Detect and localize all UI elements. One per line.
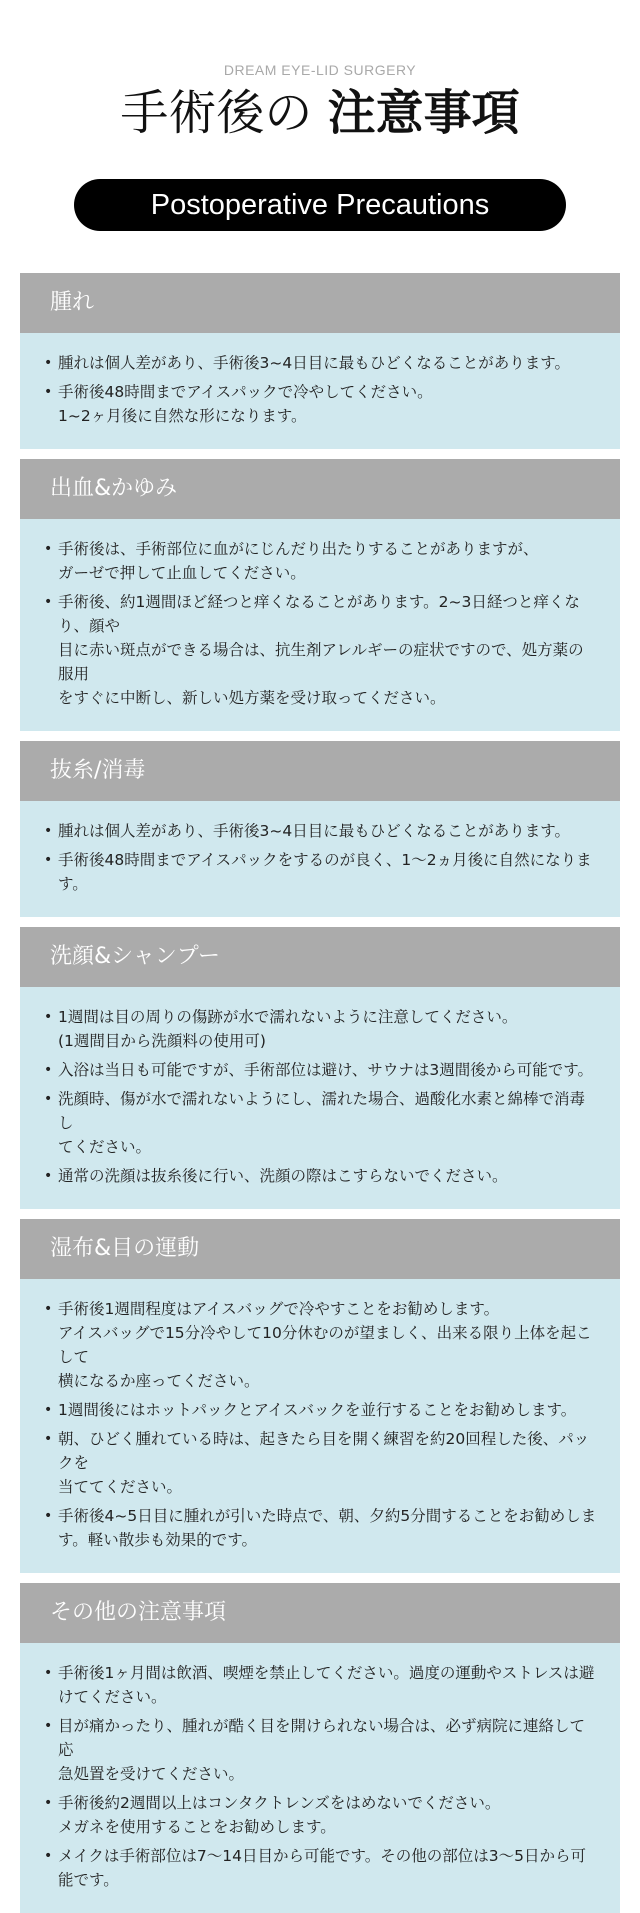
section-body bbox=[20, 1643, 620, 1913]
bullet-item-line: • 通常の洗顔は抜糸後に行い、洗顔の際はこすらないでください。 bbox=[58, 1167, 508, 1186]
bullet-item bbox=[42, 1504, 598, 1552]
eyebrow-text: DREAM EYE-LID SURGERY bbox=[223, 62, 417, 78]
precaution-section bbox=[20, 273, 620, 449]
bullet-item-line: 急処置を受けてください。 bbox=[58, 1765, 245, 1784]
bullet-item-line: 横になるか座ってください。 bbox=[58, 1372, 260, 1391]
bullet-item-line: をすぐに中断し、新しい処方薬を受け取ってください。 bbox=[58, 689, 446, 708]
bullet-item bbox=[42, 1297, 598, 1393]
bullet-item bbox=[42, 1661, 598, 1709]
bullet-item bbox=[42, 819, 598, 843]
bullet-item-line: メガネを使用することをお勧めします。 bbox=[58, 1818, 336, 1837]
bullet-item-line: • 腫れは個人差があり、手術後3~4日目に最もひどくなることがあります。 bbox=[58, 822, 570, 841]
bullet-item-line: す。 bbox=[58, 875, 88, 894]
section-body bbox=[20, 1279, 620, 1573]
section-title: その他の注意事項 bbox=[20, 1583, 620, 1643]
subtitle-pill: Postoperative Precautions bbox=[74, 179, 566, 231]
title-bold: 注意事項 bbox=[327, 85, 520, 141]
bullet-item bbox=[42, 1844, 598, 1892]
bullet-item-line: • 朝、ひどく腫れている時は、起きたら目を開く練習を約20回程した後、パックを bbox=[58, 1430, 590, 1473]
precaution-section bbox=[20, 741, 620, 917]
bullet-item-line: • 手術後48時間までアイスパックで冷やしてください。 bbox=[58, 383, 433, 402]
bullet-item bbox=[42, 1427, 598, 1499]
bullet-item-line: 当ててください。 bbox=[58, 1478, 183, 1497]
section-title: 腫れ bbox=[20, 273, 620, 333]
bullet-item-line: 目に赤い斑点ができる場合は、抗生剤アレルギーの症状ですので、処方薬の服用 bbox=[58, 641, 584, 684]
bullet-item-line: 1~2ヶ月後に自然な形になります。 bbox=[58, 407, 307, 426]
title-light: 手術後の bbox=[120, 85, 313, 141]
bullet-item bbox=[42, 537, 598, 585]
bullet-item-line: • 1週間後にはホットパックとアイスバックを並行することをお勧めします。 bbox=[58, 1401, 577, 1420]
precaution-section bbox=[20, 1219, 620, 1573]
bullet-item bbox=[42, 380, 598, 428]
bullet-item-line: • 手術後4~5日目に腫れが引いた時点で、朝、夕約5分間することをお勧めしま bbox=[58, 1507, 597, 1526]
page-header bbox=[0, 0, 640, 231]
bullet-item-line: • 手術後、約1週間ほど経つと痒くなることがあります。2~3日経つと痒くなり、顔や bbox=[58, 593, 580, 636]
section-body bbox=[20, 987, 620, 1209]
bullet-item bbox=[42, 590, 598, 710]
bullet-item bbox=[42, 1087, 598, 1159]
bullet-item bbox=[42, 1791, 598, 1839]
precaution-section bbox=[20, 927, 620, 1209]
section-body bbox=[20, 801, 620, 917]
bullet-item bbox=[42, 1164, 598, 1188]
bullet-item-line: す。軽い散歩も効果的です。 bbox=[58, 1531, 258, 1550]
bullet-item-line: ガーゼで押して止血してください。 bbox=[58, 564, 306, 583]
bullet-item bbox=[42, 1058, 598, 1082]
bullet-item-line: てください。 bbox=[58, 1138, 152, 1157]
precaution-section bbox=[20, 459, 620, 731]
bullet-item bbox=[42, 1714, 598, 1786]
bullet-item-line: • メイクは手術部位は7～14日目から可能です。その他の部位は3～5日から可能です。 bbox=[58, 1847, 586, 1890]
section-title: 出血&かゆみ bbox=[20, 459, 620, 519]
section-title: 湿布&目の運動 bbox=[20, 1219, 620, 1279]
bullet-item-line: • 目が痛かったり、腫れが酷く目を開けられない場合は、必ず病院に連絡して応 bbox=[58, 1717, 586, 1760]
section-body bbox=[20, 333, 620, 449]
sections-container bbox=[0, 273, 640, 1913]
section-body bbox=[20, 519, 620, 731]
bullet-item-line: • 手術後は、手術部位に血がにじんだり出たりすることがありますが、 bbox=[58, 540, 539, 559]
bullet-item-line: • 腫れは個人差があり、手術後3~4日目に最もひどくなることがあります。 bbox=[58, 354, 570, 373]
bullet-item-line: • 手術後48時間までアイスパックをするのが良く、1～2ヵ月後に自然になりま bbox=[58, 851, 592, 870]
bullet-item bbox=[42, 351, 598, 375]
section-title: 洗顔&シャンプー bbox=[20, 927, 620, 987]
section-title: 抜糸/消毒 bbox=[20, 741, 620, 801]
bullet-item-line: • 手術後約2週間以上はコンタクトレンズをはめないでください。 bbox=[58, 1794, 501, 1813]
bullet-item-line: • 手術後1週間程度はアイスバッグで冷やすことをお勧めします。 bbox=[58, 1300, 500, 1319]
bullet-item bbox=[42, 848, 598, 896]
bullet-item-line: • 洗顔時、傷が水で濡れないようにし、濡れた場合、過酸化水素と綿棒で消毒し bbox=[58, 1090, 586, 1133]
bullet-item-line: • 手術後1ヶ月間は飲酒、喫煙を禁止してください。過度の運動やストレスは避けてください。 bbox=[58, 1664, 595, 1707]
precaution-section bbox=[20, 1583, 620, 1913]
bullet-item-line: • 入浴は当日も可能ですが、手術部位は避け、サウナは3週間後から可能です。 bbox=[58, 1061, 594, 1080]
bullet-item-line: アイスバッグで15分冷やして10分休むのが望ましく、出来る限り上体を起こして bbox=[58, 1324, 592, 1367]
bullet-item bbox=[42, 1398, 598, 1422]
bullet-item bbox=[42, 1005, 598, 1053]
page-title bbox=[0, 86, 640, 141]
bullet-item-line: (1週間目から洗顔料の使用可) bbox=[58, 1032, 266, 1051]
bullet-item-line: • 1週間は目の周りの傷跡が水で濡れないように注意してください。 bbox=[58, 1008, 518, 1027]
